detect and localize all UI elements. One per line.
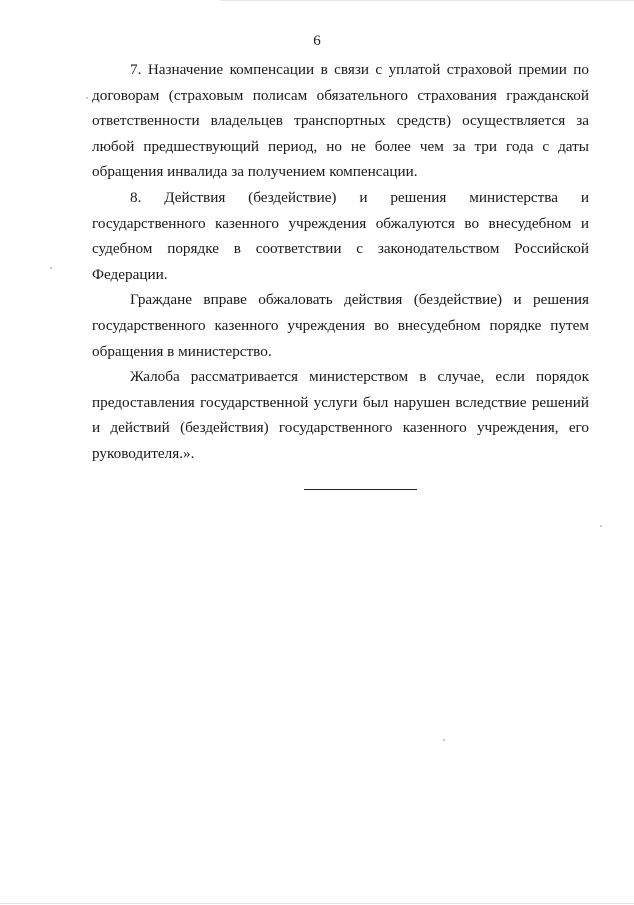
body-text xyxy=(92,57,589,467)
scan-speck xyxy=(600,525,602,527)
scan-speck xyxy=(50,267,52,269)
closing-rule xyxy=(304,489,417,490)
scan-edge-top xyxy=(220,0,634,1)
paragraph-complaint: Жалоба рассматривается министерством в случае, если порядок предоставления государственной услуги был нарушен вследствие решений и действий (бездействия) государственного казенного учреждения, его руководителя.». xyxy=(92,368,589,462)
scan-speck xyxy=(86,97,88,99)
paragraph-7: 7. Назначение компенсации в связи с уплатой страховой премии по договорам (страховым полисам обязательного страхования гражданской ответственности владельцев транспортных средств) осуществляется за любой предшествующий период, но не более чем за три года с даты обращения инвалида за получением компенсации. xyxy=(92,61,589,181)
paragraph-citizens-appeal: Граждане вправе обжаловать действия (бездействие) и решения государственного казенного учреждения во внесудебном порядке путем обращения в министерство. xyxy=(92,291,589,360)
paragraph-8: 8. Действия (бездействие) и решения министерства и государственного казенного учреждения обжалуются во внесудебном и судебном порядке в соответствии с законодательством Российской Федерации. xyxy=(92,188,589,283)
scan-speck xyxy=(443,739,445,741)
scan-edge-bottom xyxy=(0,903,634,904)
page-number: 6 xyxy=(313,33,321,49)
